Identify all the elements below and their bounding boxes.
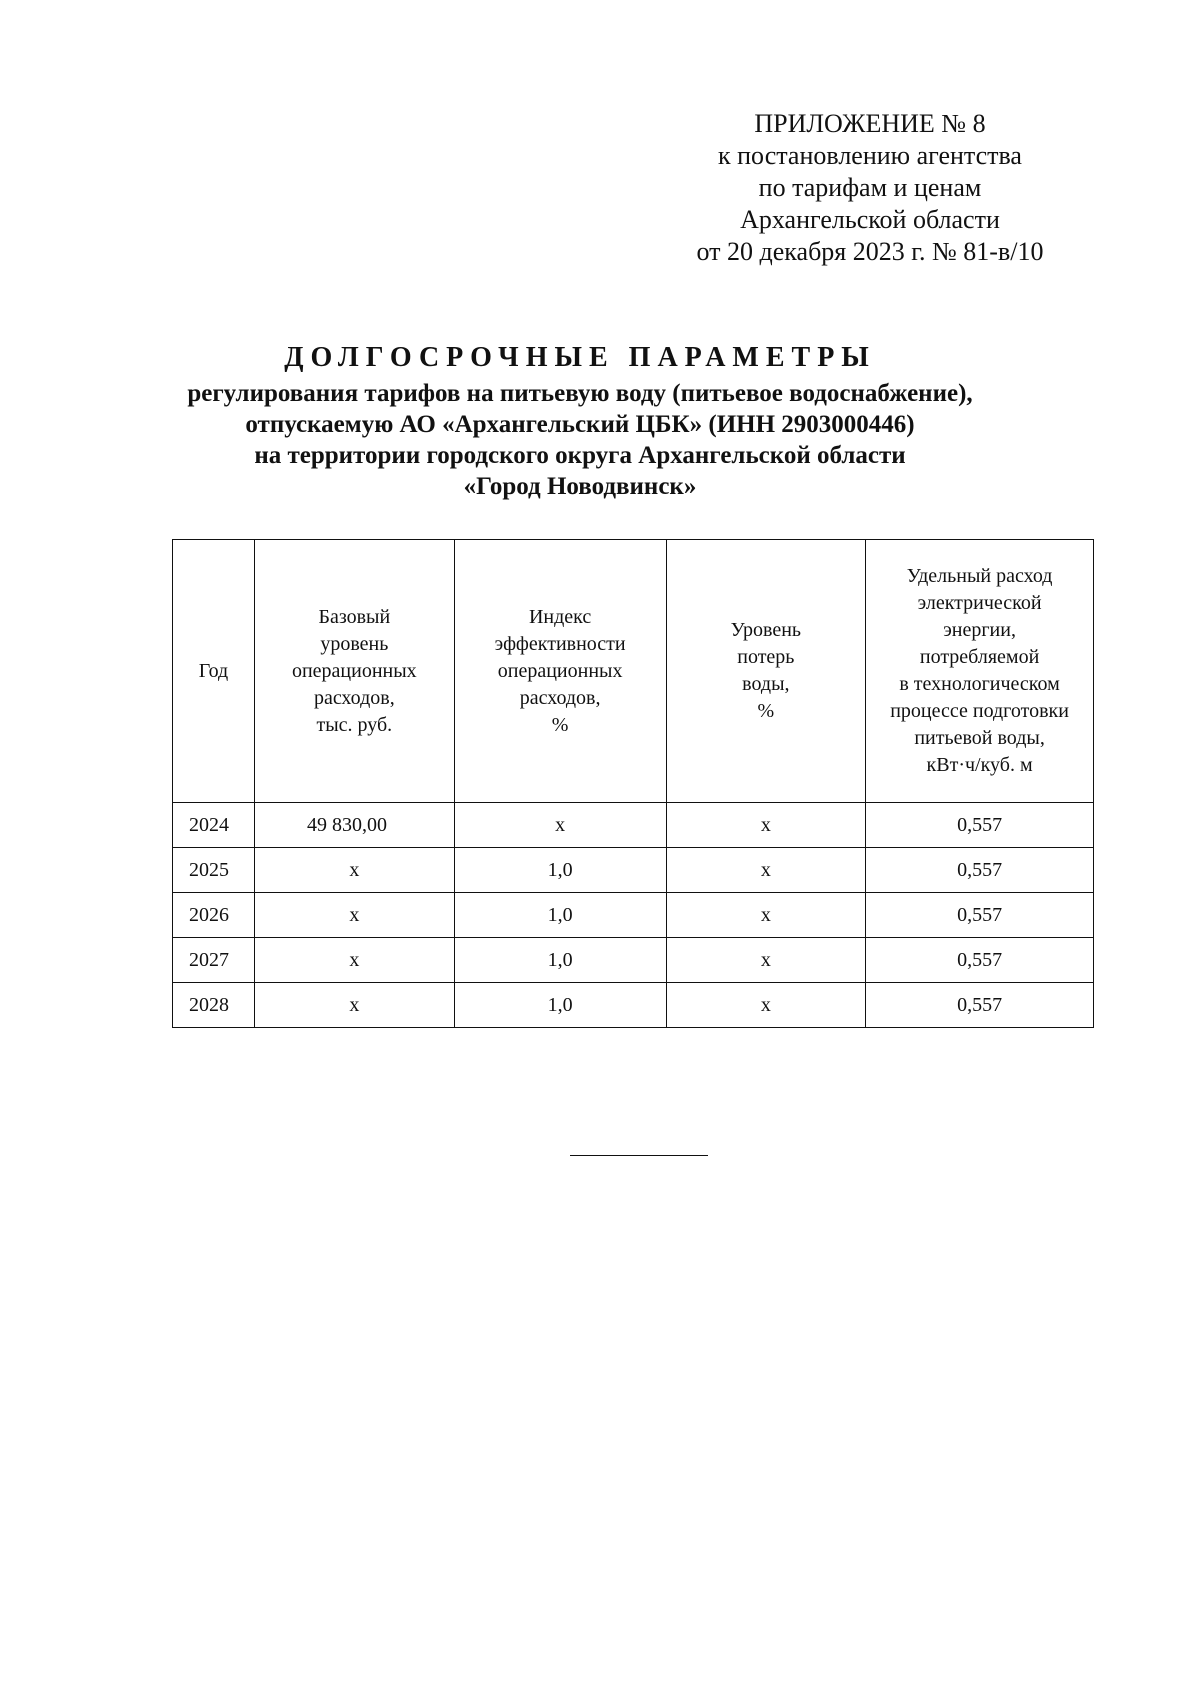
appendix-agency: по тарифам и ценам <box>758 173 982 202</box>
cell-energy-consumption: 0,557 <box>866 938 1094 983</box>
parameters-table <box>172 539 1094 1028</box>
cell-base-opex: х <box>254 938 454 983</box>
cell-base-opex: 49 830,00 <box>254 803 454 848</box>
header-year: Год <box>173 540 255 803</box>
header-water-loss: Уровень потерь воды, % <box>666 540 866 803</box>
table-row <box>173 983 1094 1028</box>
cell-base-opex: х <box>254 893 454 938</box>
end-divider <box>570 1155 708 1156</box>
table-row <box>173 938 1094 983</box>
cell-year: 2028 <box>173 983 255 1028</box>
title-line-1: регулирования тарифов на питьевую воду (питьевое водоснабжение), <box>187 380 973 407</box>
cell-energy-consumption: 0,557 <box>866 803 1094 848</box>
cell-water-loss: х <box>666 803 866 848</box>
appendix-header <box>600 108 1140 268</box>
cell-energy-consumption: 0,557 <box>866 893 1094 938</box>
cell-efficiency-index: х <box>454 803 666 848</box>
cell-year: 2025 <box>173 848 255 893</box>
title-heading: ДОЛГОСРОЧНЫЕ ПАРАМЕТРЫ <box>284 342 876 373</box>
appendix-resolution-ref: к постановлению агентства <box>718 141 1022 170</box>
appendix-number: ПРИЛОЖЕНИЕ № 8 <box>754 109 986 138</box>
cell-water-loss: х <box>666 848 866 893</box>
document-title <box>150 340 1010 502</box>
cell-energy-consumption: 0,557 <box>866 848 1094 893</box>
cell-water-loss: х <box>666 893 866 938</box>
cell-base-opex: х <box>254 983 454 1028</box>
cell-year: 2024 <box>173 803 255 848</box>
title-line-4: «Город Новодвинск» <box>463 473 697 500</box>
cell-efficiency-index: 1,0 <box>454 938 666 983</box>
cell-energy-consumption: 0,557 <box>866 983 1094 1028</box>
cell-efficiency-index: 1,0 <box>454 983 666 1028</box>
table-header-row <box>173 540 1094 803</box>
cell-water-loss: х <box>666 983 866 1028</box>
table-row <box>173 893 1094 938</box>
table-row <box>173 848 1094 893</box>
title-line-3: на территории городского округа Архангельской области <box>254 442 906 469</box>
cell-efficiency-index: 1,0 <box>454 848 666 893</box>
header-base-opex: Базовый уровень операционных расходов, тыс. руб. <box>254 540 454 803</box>
appendix-date: от 20 декабря 2023 г. № 81-в/10 <box>696 237 1044 266</box>
table-row <box>173 803 1094 848</box>
cell-year: 2027 <box>173 938 255 983</box>
cell-water-loss: х <box>666 938 866 983</box>
appendix-region: Архангельской области <box>740 205 1000 234</box>
cell-base-opex: х <box>254 848 454 893</box>
cell-efficiency-index: 1,0 <box>454 893 666 938</box>
cell-year: 2026 <box>173 893 255 938</box>
title-line-2: отпускаемую АО «Архангельский ЦБК» (ИНН 2903000446) <box>245 411 915 438</box>
header-efficiency-index: Индекс эффективности операционных расходов, % <box>454 540 666 803</box>
header-energy-consumption: Удельный расход электрической энергии, потребляемой в технологическом процессе подготовки питьевой воды, кВт·ч/куб. м <box>866 540 1094 803</box>
